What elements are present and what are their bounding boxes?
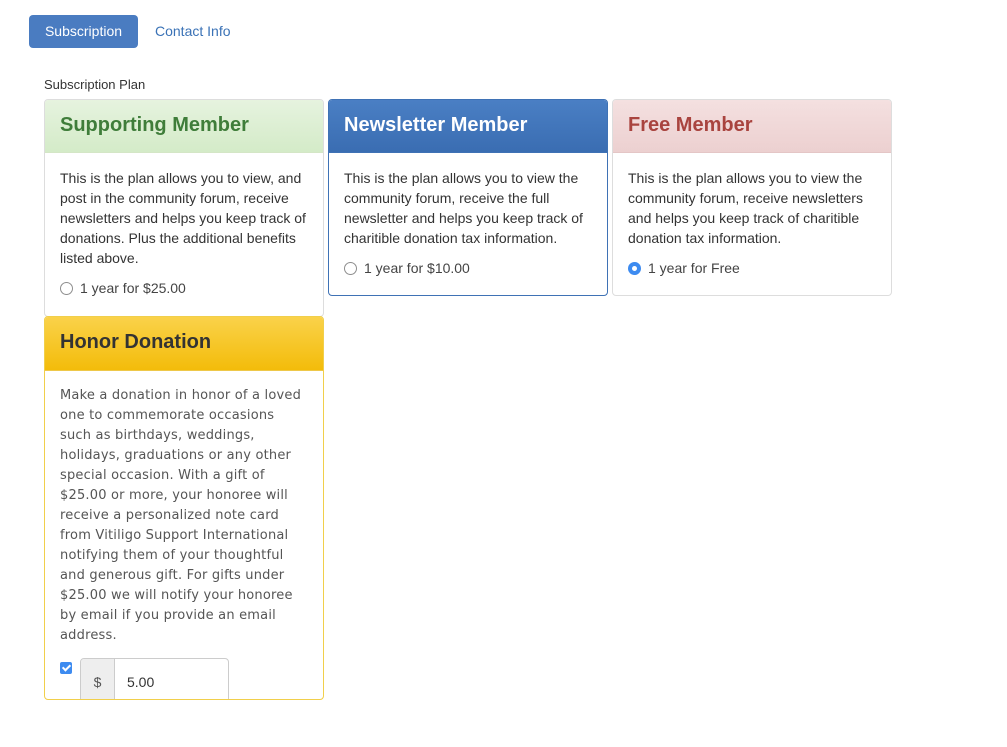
donation-amount-input[interactable]: 5.00 <box>127 674 155 690</box>
plan-card-supporting <box>44 99 324 317</box>
plan-option-free[interactable] <box>628 256 876 280</box>
honor-donation-checkbox[interactable] <box>60 662 72 674</box>
honor-donation-title: Honor Donation <box>45 317 323 371</box>
radio-free[interactable] <box>628 262 641 275</box>
plan-option-newsletter[interactable] <box>344 256 592 280</box>
plan-card-newsletter <box>328 99 608 296</box>
tab-subscription[interactable]: Subscription <box>29 15 138 48</box>
plan-description-free: This is the plan allows you to view the community forum, receive newsletters and helps you keep track of charitible donation tax information. <box>628 170 863 246</box>
radio-newsletter[interactable] <box>344 262 357 275</box>
plan-description-supporting: This is the plan allows you to view, and post in the community forum, receive newsletters and helps you keep track of donations. Plus the additional benefits listed above. <box>60 170 306 266</box>
radio-supporting[interactable] <box>60 282 73 295</box>
plan-title-free: Free Member <box>613 100 891 153</box>
currency-addon: $ <box>81 659 115 700</box>
plan-option-supporting[interactable] <box>60 276 308 300</box>
plan-card-free <box>612 99 892 296</box>
donation-amount-group <box>80 658 229 700</box>
plan-option-label-free: 1 year for Free <box>648 260 740 276</box>
honor-donation-description: Make a donation in honor of a loved one to commemorate occasions such as birthdays, weddings, holidays, graduations or any other special occasion. With a gift of $25.00 or more, your honoree will receive a personalized note card from Vitiligo Support International notifying them of your thoughtful and generous gift. For gifts under $25.00 we will notify your honoree by email if you provide an email address. <box>60 388 302 643</box>
subscription-plan-label: Subscription Plan <box>44 77 146 92</box>
honor-donation-card <box>44 316 324 700</box>
tab-contact-info[interactable]: Contact Info <box>155 23 231 39</box>
plan-option-label-supporting: 1 year for $25.00 <box>80 280 186 296</box>
plan-option-label-newsletter: 1 year for $10.00 <box>364 260 470 276</box>
plan-description-newsletter: This is the plan allows you to view the community forum, receive the full newsletter and helps you keep track of charitible donation tax information. <box>344 170 583 246</box>
plan-title-supporting: Supporting Member <box>45 100 323 153</box>
plan-title-newsletter: Newsletter Member <box>329 100 607 153</box>
